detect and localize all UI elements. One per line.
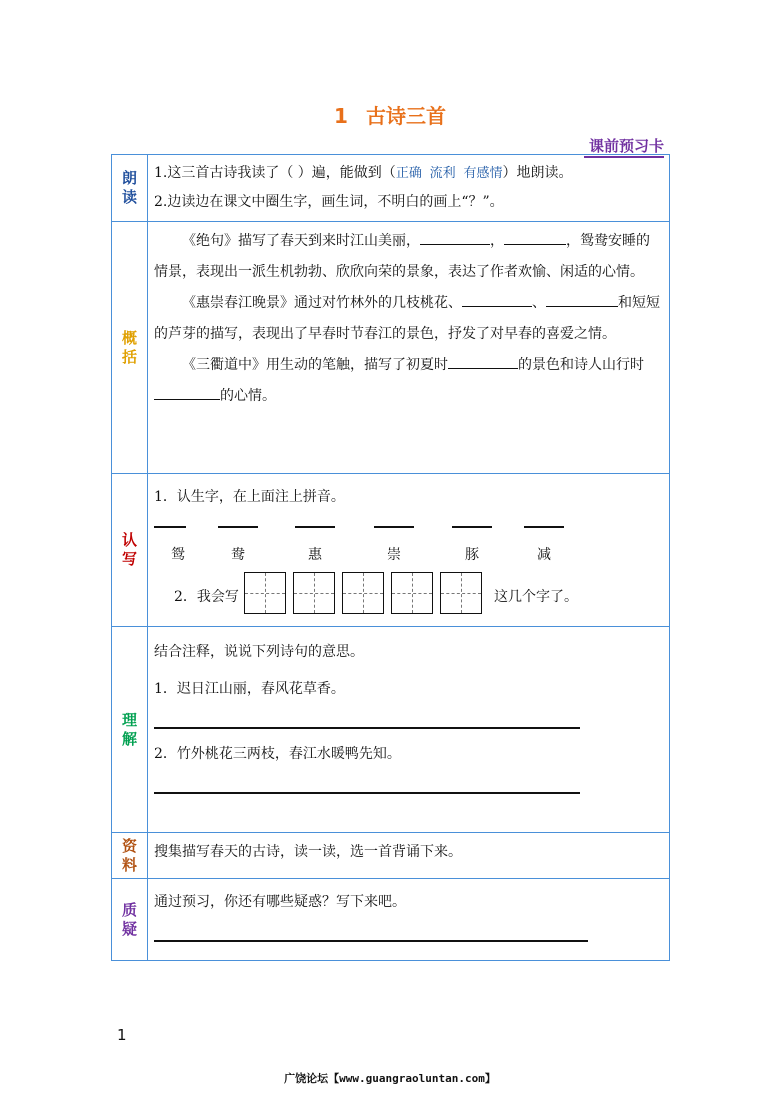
pinyin-blank[interactable] [218,526,258,528]
question-section [148,879,670,961]
label-material: 资 料 [112,833,148,879]
card-label: 课前预习卡 [584,135,664,158]
char-2: 鸯 [231,547,245,563]
write-q2-tail: 这几个字了。 [494,589,578,605]
question-text: 通过预习，你还有哪些疑惑？写下来吧。 [154,894,406,910]
answer-blank[interactable] [154,383,220,400]
worksheet-table [111,154,670,961]
answer-line[interactable] [154,713,580,729]
answer-blank[interactable] [448,352,518,369]
pinyin-blank[interactable] [452,526,492,528]
footer: 广饶论坛【www.guangraoluntan.com】 [284,1072,496,1085]
page-title [0,100,780,129]
sentence-2: 2．竹外桃花三两枝，春江水暖鸭先知。 [154,746,401,762]
pinyin-blank[interactable] [295,526,335,528]
understand-intro: 结合注释，说说下列诗句的意思。 [154,644,364,660]
pinyin-row [154,510,663,572]
summary-para-1: 《绝句》描写了春天到来时江山美丽， ， ，鸳鸯安睡的情景，表现出一派生机勃勃、欣欣向荣的景象，表达了作者欢愉、闲适的心情。 [154,226,663,288]
answer-blank[interactable] [420,228,490,245]
label-question: 质 疑 [112,879,148,961]
char-5: 豚 [465,547,479,563]
char-6: 减 [537,547,551,563]
tianzige-box[interactable] [342,572,384,614]
write-q2-label: 2．我会写 [174,589,239,605]
material-section [148,833,670,879]
read-line-2: 2.边读边在课文中圈生字，画生词，不明白的画上“？”。 [154,194,504,210]
lesson-title: 古诗三首 [365,104,446,128]
label-understand: 理 解 [112,627,148,833]
tianzige-box[interactable] [293,572,335,614]
pinyin-blank[interactable] [374,526,414,528]
label-read: 朗 读 [112,155,148,222]
understand-section [148,627,670,833]
answer-line[interactable] [154,778,580,794]
tianzige-box[interactable] [440,572,482,614]
sentence-1: 1．迟日江山丽，春风花草香。 [154,681,345,697]
answer-blank[interactable] [504,228,566,245]
write-row [154,572,663,622]
tianzige-box[interactable] [244,572,286,614]
summary-para-3: 《三衢道中》用生动的笔触，描写了初夏时 的景色和诗人山行时的心情。 [154,350,663,412]
reading-tip: 正确 流利 有感情 [395,166,503,181]
tianzige-box[interactable] [391,572,433,614]
pinyin-blank[interactable] [154,526,186,528]
char-3: 惠 [308,547,322,563]
answer-blank[interactable] [546,290,618,307]
material-text: 搜集描写春天的古诗，读一读，选一首背诵下来。 [154,844,462,860]
read-section [148,155,670,222]
char-1: 鸳 [171,547,185,563]
write-section [148,474,670,627]
label-summary: 概 括 [112,222,148,474]
lesson-number: 1 [334,104,348,128]
page-number: 1 [117,1026,127,1044]
answer-blank[interactable] [462,290,532,307]
summary-section [148,222,670,474]
label-write: 认 写 [112,474,148,627]
char-4: 崇 [387,547,401,563]
read-line-1: 1.这三首古诗我读了（ ）遍，能做到（正确 流利 有感情）地朗读。 [154,165,573,181]
answer-line[interactable] [154,926,588,942]
write-q1: 1．认生字，在上面注上拼音。 [154,489,345,505]
pinyin-blank[interactable] [524,526,564,528]
summary-para-2: 《惠崇春江晚景》通过对竹林外的几枝桃花、 、 和短短的芦芽的描写，表现出了早春时节春江的景色，抒发了对早春的喜爱之情。 [154,288,663,350]
